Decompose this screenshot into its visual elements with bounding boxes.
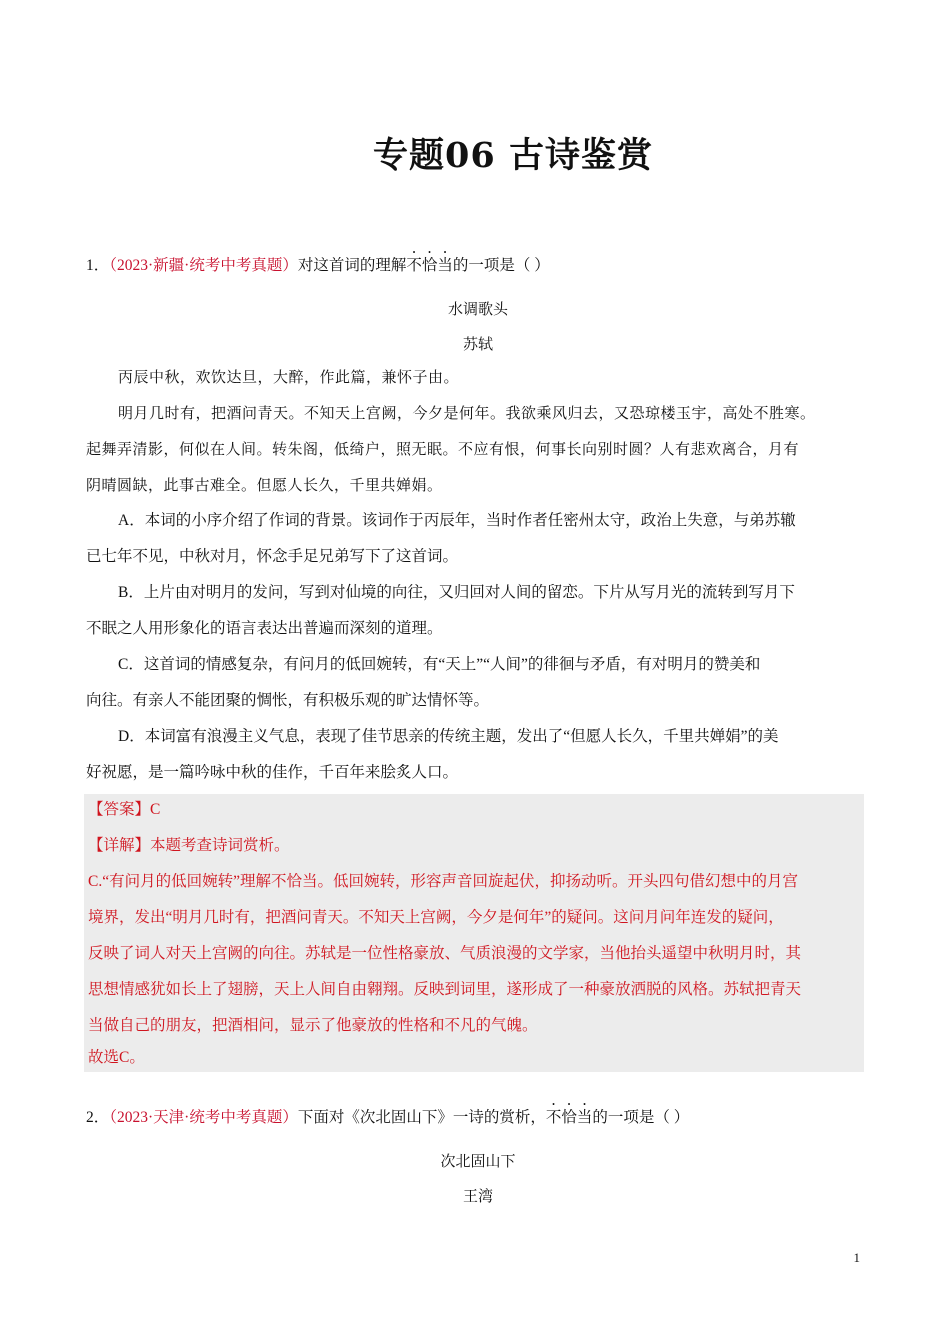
option-b-line: B．上片由对明月的发问，写到对仙境的向往，又归回对人间的留恋。下片从写月光的流转到写月下: [118, 584, 795, 601]
answer-section: [88, 792, 860, 1072]
option-d-line: 好祝愿，是一篇吟咏中秋的佳作，千百年来脍炙人口。: [86, 764, 459, 781]
option-c-line: C．这首词的情感复杂，有问月的低回婉转，有“天上”“人间”的徘徊与矛盾，有对明月的赞美和: [118, 656, 761, 673]
option-a-line: 已七年不见，中秋对月，怀念手足兄弟写下了这首词。: [86, 548, 459, 565]
emphasis-text: 不恰当: [545, 1109, 593, 1126]
answer-label: 【答案】C: [88, 801, 161, 818]
poem-author: 苏轼: [462, 337, 493, 353]
question-number: 1．: [86, 257, 110, 274]
page-title: 专题06 古诗鉴赏: [373, 135, 653, 176]
option-d-line: D．本词富有浪漫主义气息，表现了佳节思亲的传统主题，发出了“但愿人长久，千里共婵娟”的美: [118, 728, 779, 745]
question-source: （2023·新疆·统考中考真题）: [109, 257, 298, 274]
explanation-line: 当做自己的朋友，把酒相问，显示了他豪放的性格和不凡的气魄。: [88, 1017, 538, 1034]
question-2-stem: [86, 1100, 689, 1127]
stem-text-end: 的一项是（ ）: [452, 257, 550, 274]
stem-text: 对这首词的理解: [297, 257, 407, 274]
poem-line: 阴晴圆缺，此事古难全。但愿人长久，千里共婵娟。: [86, 478, 443, 494]
poem-title: 次北固山下: [440, 1154, 516, 1170]
explanation-line: 反映了词人对天上宫阙的向往。苏轼是一位性格豪放、气质浪漫的文学家，当他抬头遥望中秋明月时，其: [88, 945, 802, 962]
stem-text-end: 的一项是（ ）: [592, 1109, 690, 1126]
emphasis-text: 不恰当: [406, 257, 453, 274]
stem-text: 下面对《次北固山下》一诗的赏析，: [297, 1109, 546, 1126]
answer-choice: 故选C。: [88, 1049, 145, 1066]
option-c-line: 向往。有亲人不能团聚的惆怅，有积极乐观的旷达情怀等。: [86, 692, 490, 709]
poem-author: 王湾: [462, 1189, 493, 1205]
option-d: [86, 719, 864, 791]
detail-label: 【详解】本题考查诗词赏析。: [88, 837, 290, 854]
option-a: [86, 503, 864, 575]
option-b: [86, 575, 864, 647]
option-a-line: A．本词的小序介绍了作词的背景。该词作于丙辰年，当时作者任密州太守，政治上失意，与弟苏辙: [118, 512, 796, 529]
poem-title: 水调歌头: [447, 302, 508, 318]
option-b-line: 不眠之人用形象化的语言表达出普遍而深刻的道理。: [86, 620, 443, 637]
explanation-line: 思想情感犹如长上了翅膀，天上人间自由翱翔。反映到词里，遂形成了一种豪放洒脱的风格。苏轼把青天: [88, 981, 802, 998]
poem-body: [86, 360, 864, 504]
page-number: 1: [853, 1250, 860, 1265]
option-c: [86, 647, 864, 719]
explanation-line: 境界，发出“明月几时有，把酒问青天。不知天上宫阙，今夕是何年”的疑问。这问月问年连发的疑问，: [88, 909, 784, 926]
question-number: 2．: [86, 1109, 110, 1126]
question-1-stem: [86, 248, 550, 275]
poem-preface: 丙辰中秋，欢饮达旦，大醉，作此篇，兼怀子由。: [118, 370, 460, 386]
poem-line: 明月几时有，把酒问青天。不知天上宫阙，今夕是何年。我欲乘风归去，又恐琼楼玉宇，高处不胜寒。: [118, 406, 816, 422]
question-source: （2023·天津·统考中考真题）: [109, 1109, 298, 1126]
explanation-line: C.“有问月的低回婉转”理解不恰当。低回婉转，形容声音回旋起伏，抑扬动听。开头四句借幻想中的月宫: [88, 873, 798, 890]
poem-line: 起舞弄清影，何似在人间。转朱阁，低绮户，照无眠。不应有恨，何事长向别时圆？人有悲欢离合，月有: [86, 442, 800, 458]
